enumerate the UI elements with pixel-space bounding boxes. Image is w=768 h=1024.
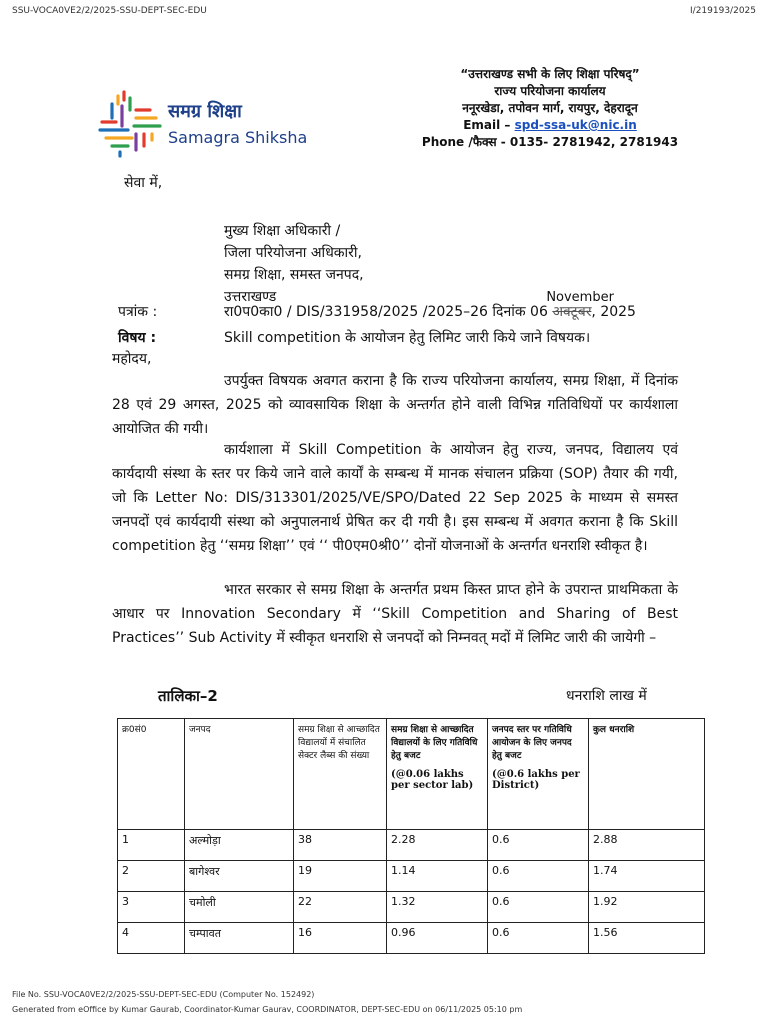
cell-district: बागेश्वर (185, 861, 294, 892)
cell-total: 2.88 (589, 830, 705, 861)
cell-district: चमोली (185, 892, 294, 923)
cell-district-budget: 0.6 (488, 830, 589, 861)
addressee-line-3: समग्र शिक्षा, समस्त जनपद, (224, 267, 364, 283)
table-header-row (118, 719, 705, 830)
reference-year: , 2025 (591, 304, 636, 320)
table-row (118, 892, 705, 923)
header-school-budget-label: समग्र शिक्षा से आच्छादित विद्यालयों के लिए गतिविधि हेतु बजट (391, 725, 478, 761)
paragraph-2-text: कार्यशाला में Skill Competition के आयोजन हेतु राज्य, जनपद, विद्यालय एवं कार्यदायी संस्था के स्तर पर किये जाने वाले कार्यों के सम्बन्ध में मानक संचालन प्रक्रिया (SOP) तैयार की गयी, जो कि Letter No: DIS/313301/2025/VE/SPO/Dated 22 Sep 2025 के माध्यम से समस्त जनपदों एवं कार्यदायी संस्था को अनुपालनार्थ प्रेषित कर दी गयी है। इस सम्बन्ध में अवगत कराना है कि Skill competition हेतु ‘‘समग्र शिक्षा’’ एवं ‘‘ पी0एम0श्री0’’ दोनों योजनाओं के अन्तर्गत धनराशि स्वीकृत है। (112, 442, 678, 554)
addressee (224, 220, 364, 308)
budget-table (117, 718, 705, 954)
cell-school-budget: 1.32 (387, 892, 488, 923)
cell-district-budget: 0.6 (488, 923, 589, 954)
header-serial: क्र0सं0 (118, 719, 185, 830)
paragraph-3 (112, 578, 678, 650)
header-district-budget-note: (@0.6 lakhs per District) (492, 769, 580, 791)
header-district-budget-label: जनपद स्तर पर गतिविधि आयोजन के लिए जनपद हेतु बजट (492, 725, 572, 761)
cell-sector-labs: 38 (294, 830, 387, 861)
email-label: Email – (463, 118, 511, 132)
table-row (118, 923, 705, 954)
header-total-label: कुल धनराशि (593, 725, 635, 735)
cell-sector-labs: 22 (294, 892, 387, 923)
file-id-top: SSU-VOCA0VE2/2/2025-SSU-DEPT-SEC-EDU (12, 6, 207, 16)
table-row (118, 830, 705, 861)
reference-label: पत्रांक : (118, 304, 158, 320)
addressee-line-1: मुख्य शिक्षा अधिकारी / (224, 223, 341, 239)
paragraph-1 (112, 369, 678, 441)
email-link[interactable]: spd-ssa-uk@nic.in (514, 118, 637, 132)
header-sector-labs: समग्र शिक्षा से आच्छादित विद्यालयों में संचालित सेक्टर लैब्स की संख्या (294, 719, 387, 830)
council-name: “उत्तराखण्ड सभी के लिए शिक्षा परिषद्” (460, 67, 640, 81)
paragraph-3-text: भारत सरकार से समग्र शिक्षा के अन्तर्गत प्रथम किस्त प्राप्त होने के उपरान्त प्राथमिकता के आधार पर Innovation Secondary में ‘‘Skill Competition and Sharing of Best Practices’’ Sub Activity में स्वीकृत धनराशि से जनपदों को निम्नवत् मदों में लिमिट जारी की जायेगी – (112, 582, 678, 646)
month-handwritten: November (546, 290, 614, 305)
month-struck: अक्टूबर (552, 304, 592, 320)
table-unit: धनराशि लाख में (566, 688, 647, 704)
diary-number: I/219193/2025 (690, 6, 756, 16)
cell-serial: 3 (118, 892, 185, 923)
reference-value: रा0प0का0 / DIS/331958/2025 /2025–26 दिनांक 06 (224, 304, 548, 320)
brand-name-english: Samagra Shiksha (168, 128, 308, 147)
cell-district: चम्पावत (185, 923, 294, 954)
subject-label: विषय : (118, 330, 157, 346)
office-address: ननूरखेडा, तपोवन मार्ग, रायपुर, देहरादून (462, 101, 638, 115)
office-name: राज्य परियोजना कार्यालय (494, 84, 606, 98)
header-total (589, 719, 705, 830)
cell-school-budget: 0.96 (387, 923, 488, 954)
samagra-shiksha-logo-icon (98, 88, 168, 158)
email-line (400, 117, 700, 134)
cell-serial: 1 (118, 830, 185, 861)
greeting: महोदय, (112, 351, 152, 367)
addressee-line-2: जिला परियोजना अधिकारी, (224, 245, 362, 261)
cell-total: 1.74 (589, 861, 705, 892)
phone-line: Phone /फैक्स - 0135- 2781942, 2781943 (421, 135, 679, 149)
paragraph-1-text: उपर्युक्त विषयक अवगत कराना है कि राज्य परियोजना कार्यालय, समग्र शिक्षा, में दिनांक 28 एवं 29 अगस्त, 2025 को व्यावसायिक शिक्षा के अन्तर्गत होने वाली विभिन्न गतिविधियों पर कार्यशाला आयोजित की गयी। (112, 373, 678, 437)
cell-district-budget: 0.6 (488, 861, 589, 892)
cell-school-budget: 1.14 (387, 861, 488, 892)
subject-text: Skill competition के आयोजन हेतु लिमिट जारी किये जाने विषयक। (224, 330, 591, 346)
cell-serial: 4 (118, 923, 185, 954)
cell-school-budget: 2.28 (387, 830, 488, 861)
cell-district-budget: 0.6 (488, 892, 589, 923)
cell-total: 1.92 (589, 892, 705, 923)
salutation: सेवा में, (124, 175, 163, 191)
footer-generated: Generated from eOffice by Kumar Gaurab, Coordinator-Kumar Gaurav, COORDINATOR, DEPT-SEC-EDU on 06/11/2025 05:10 pm (12, 1005, 523, 1014)
cell-sector-labs: 19 (294, 861, 387, 892)
table-row (118, 861, 705, 892)
brand-name-hindi: समग्र शिक्षा (168, 101, 242, 122)
cell-sector-labs: 16 (294, 923, 387, 954)
header-district-budget (488, 719, 589, 830)
footer-file-no: File No. SSU-VOCA0VE2/2/2025-SSU-DEPT-SEC-EDU (Computer No. 152492) (12, 990, 315, 999)
table-title: तालिका–2 (158, 687, 218, 705)
office-header (400, 66, 700, 151)
cell-serial: 2 (118, 861, 185, 892)
cell-total: 1.56 (589, 923, 705, 954)
header-school-budget (387, 719, 488, 830)
cell-district: अल्मोड़ा (185, 830, 294, 861)
header-district: जनपद (185, 719, 294, 830)
addressee-line-4: उत्तराखण्ड (224, 289, 277, 305)
paragraph-2 (112, 438, 678, 558)
header-school-budget-note: (@0.06 lakhs per sector lab) (391, 769, 474, 791)
